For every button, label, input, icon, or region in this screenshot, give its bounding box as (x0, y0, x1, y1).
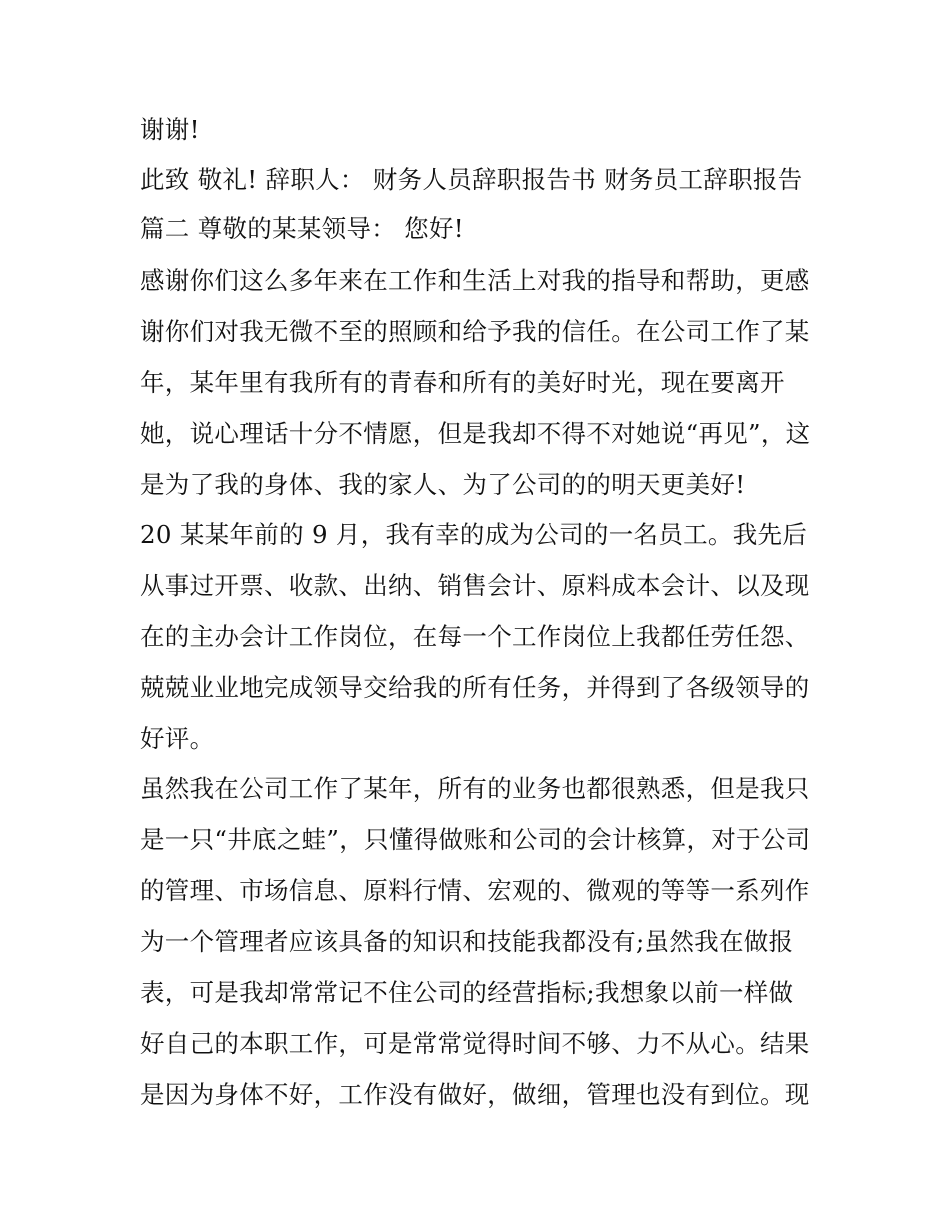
text-line: 是为了我的身体、我的家人、为了公司的的明天更美好! (140, 470, 746, 499)
text-line: 好评。 (140, 724, 215, 753)
text-line: 20 某某年前的 9 月，我有幸的成为公司的一名员工。我先后 (140, 520, 808, 549)
text-line: 兢兢业业地完成领导交给我的所有任务，并得到了各级领导的 (140, 673, 810, 702)
text-line: 为一个管理者应该具备的知识和技能我都没有;虽然我在做报 (140, 927, 794, 956)
text-line: 她，说心理话十分不情愿，但是我却不得不对她说“再见”，这 (140, 419, 811, 448)
text-line: 感谢你们这么多年来在工作和生活上对我的指导和帮助，更感 (140, 266, 810, 295)
text-line: 的管理、市场信息、原料行情、宏观的、微观的等等一系列作 (140, 876, 810, 905)
text-line: 是一只“井底之蛙”，只懂得做账和公司的会计核算，对于公司 (140, 825, 811, 854)
text-line: 年，某年里有我所有的青春和所有的美好时光，现在要离开 (140, 368, 785, 397)
text-line: 篇二 尊敬的某某领导： 您好! (140, 214, 464, 243)
text-line: 在的主办会计工作岗位，在每一个工作岗位上我都任劳任怨、 (140, 622, 810, 651)
text-line: 从事过开票、收款、出纳、销售会计、原料成本会计、以及现 (140, 571, 810, 600)
text-line: 是因为身体不好，工作没有做好，做细，管理也没有到位。现 (140, 1080, 810, 1109)
text-line: 谢你们对我无微不至的照顾和给予我的信任。在公司工作了某 (140, 317, 810, 346)
text-line: 好自己的本职工作，可是常常觉得时间不够、力不从心。结果 (140, 1029, 810, 1058)
text-line: 谢谢! (140, 115, 200, 144)
text-line: 虽然我在公司工作了某年，所有的业务也都很熟悉，但是我只 (140, 774, 810, 803)
text-line: 此致 敬礼! 辞职人： 财务人员辞职报告书 财务员工辞职报告 (140, 165, 803, 194)
text-line: 表，可是我却常常记不住公司的经营指标;我想象以前一样做 (140, 978, 794, 1007)
